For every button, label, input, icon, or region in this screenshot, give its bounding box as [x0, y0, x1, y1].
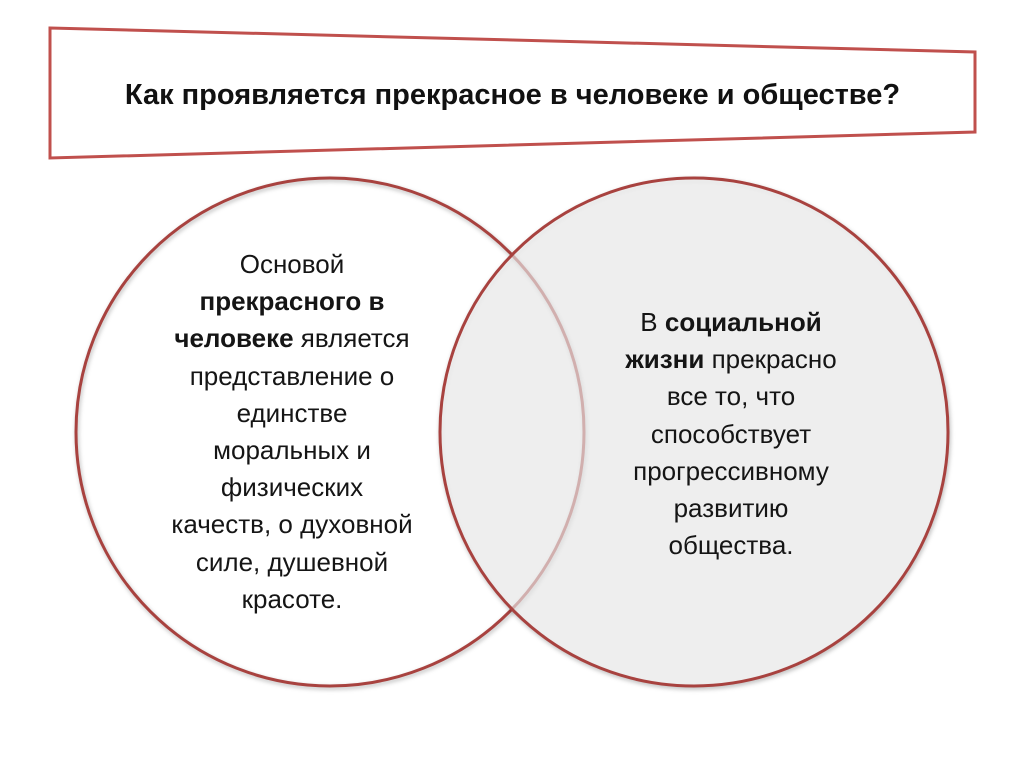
left-circle-text [112, 246, 472, 618]
text-segment: прогрессивному [633, 455, 829, 486]
page-title: Как проявляется прекрасное в человеке и обществе? [124, 79, 901, 111]
text-segment: силе, душевной [195, 546, 389, 577]
text-segment: Основой [239, 249, 345, 279]
text-segment: является [293, 323, 410, 354]
left-text-line [112, 506, 472, 543]
text-segment-bold: человеке [174, 323, 294, 354]
left-text-line [112, 469, 472, 506]
text-segment: моральных и [213, 435, 371, 466]
text-segment: все то, что [666, 381, 796, 412]
left-text-line [112, 432, 472, 469]
right-text-line [551, 416, 911, 453]
left-text-line [112, 544, 472, 581]
text-segment: качеств, о духовной [171, 509, 413, 540]
text-segment: способствует [650, 418, 812, 449]
left-text-line [112, 283, 472, 320]
text-segment-bold: жизни [625, 344, 705, 375]
left-text-line [112, 358, 472, 395]
right-text-line [551, 453, 911, 490]
right-text-line [551, 341, 911, 378]
text-segment: развитию [673, 493, 789, 524]
text-segment: В [640, 307, 665, 337]
left-text-line [112, 581, 472, 618]
text-segment: общества. [668, 530, 794, 561]
right-text-line [551, 490, 911, 527]
left-text-line [112, 246, 472, 283]
right-text-line [551, 304, 911, 341]
left-text-line [112, 320, 472, 357]
text-segment: красоте. [241, 583, 343, 614]
text-segment: физических [220, 472, 364, 503]
right-circle-text [551, 304, 911, 564]
right-text-line [551, 378, 911, 415]
left-text-line [112, 395, 472, 432]
text-segment-bold: прекрасного в [199, 286, 385, 317]
right-text-line [551, 527, 911, 564]
text-segment: единстве [236, 397, 348, 428]
text-segment-bold: социальной [664, 307, 822, 337]
text-segment: представление о [189, 360, 395, 391]
text-segment: прекрасно [704, 344, 837, 375]
